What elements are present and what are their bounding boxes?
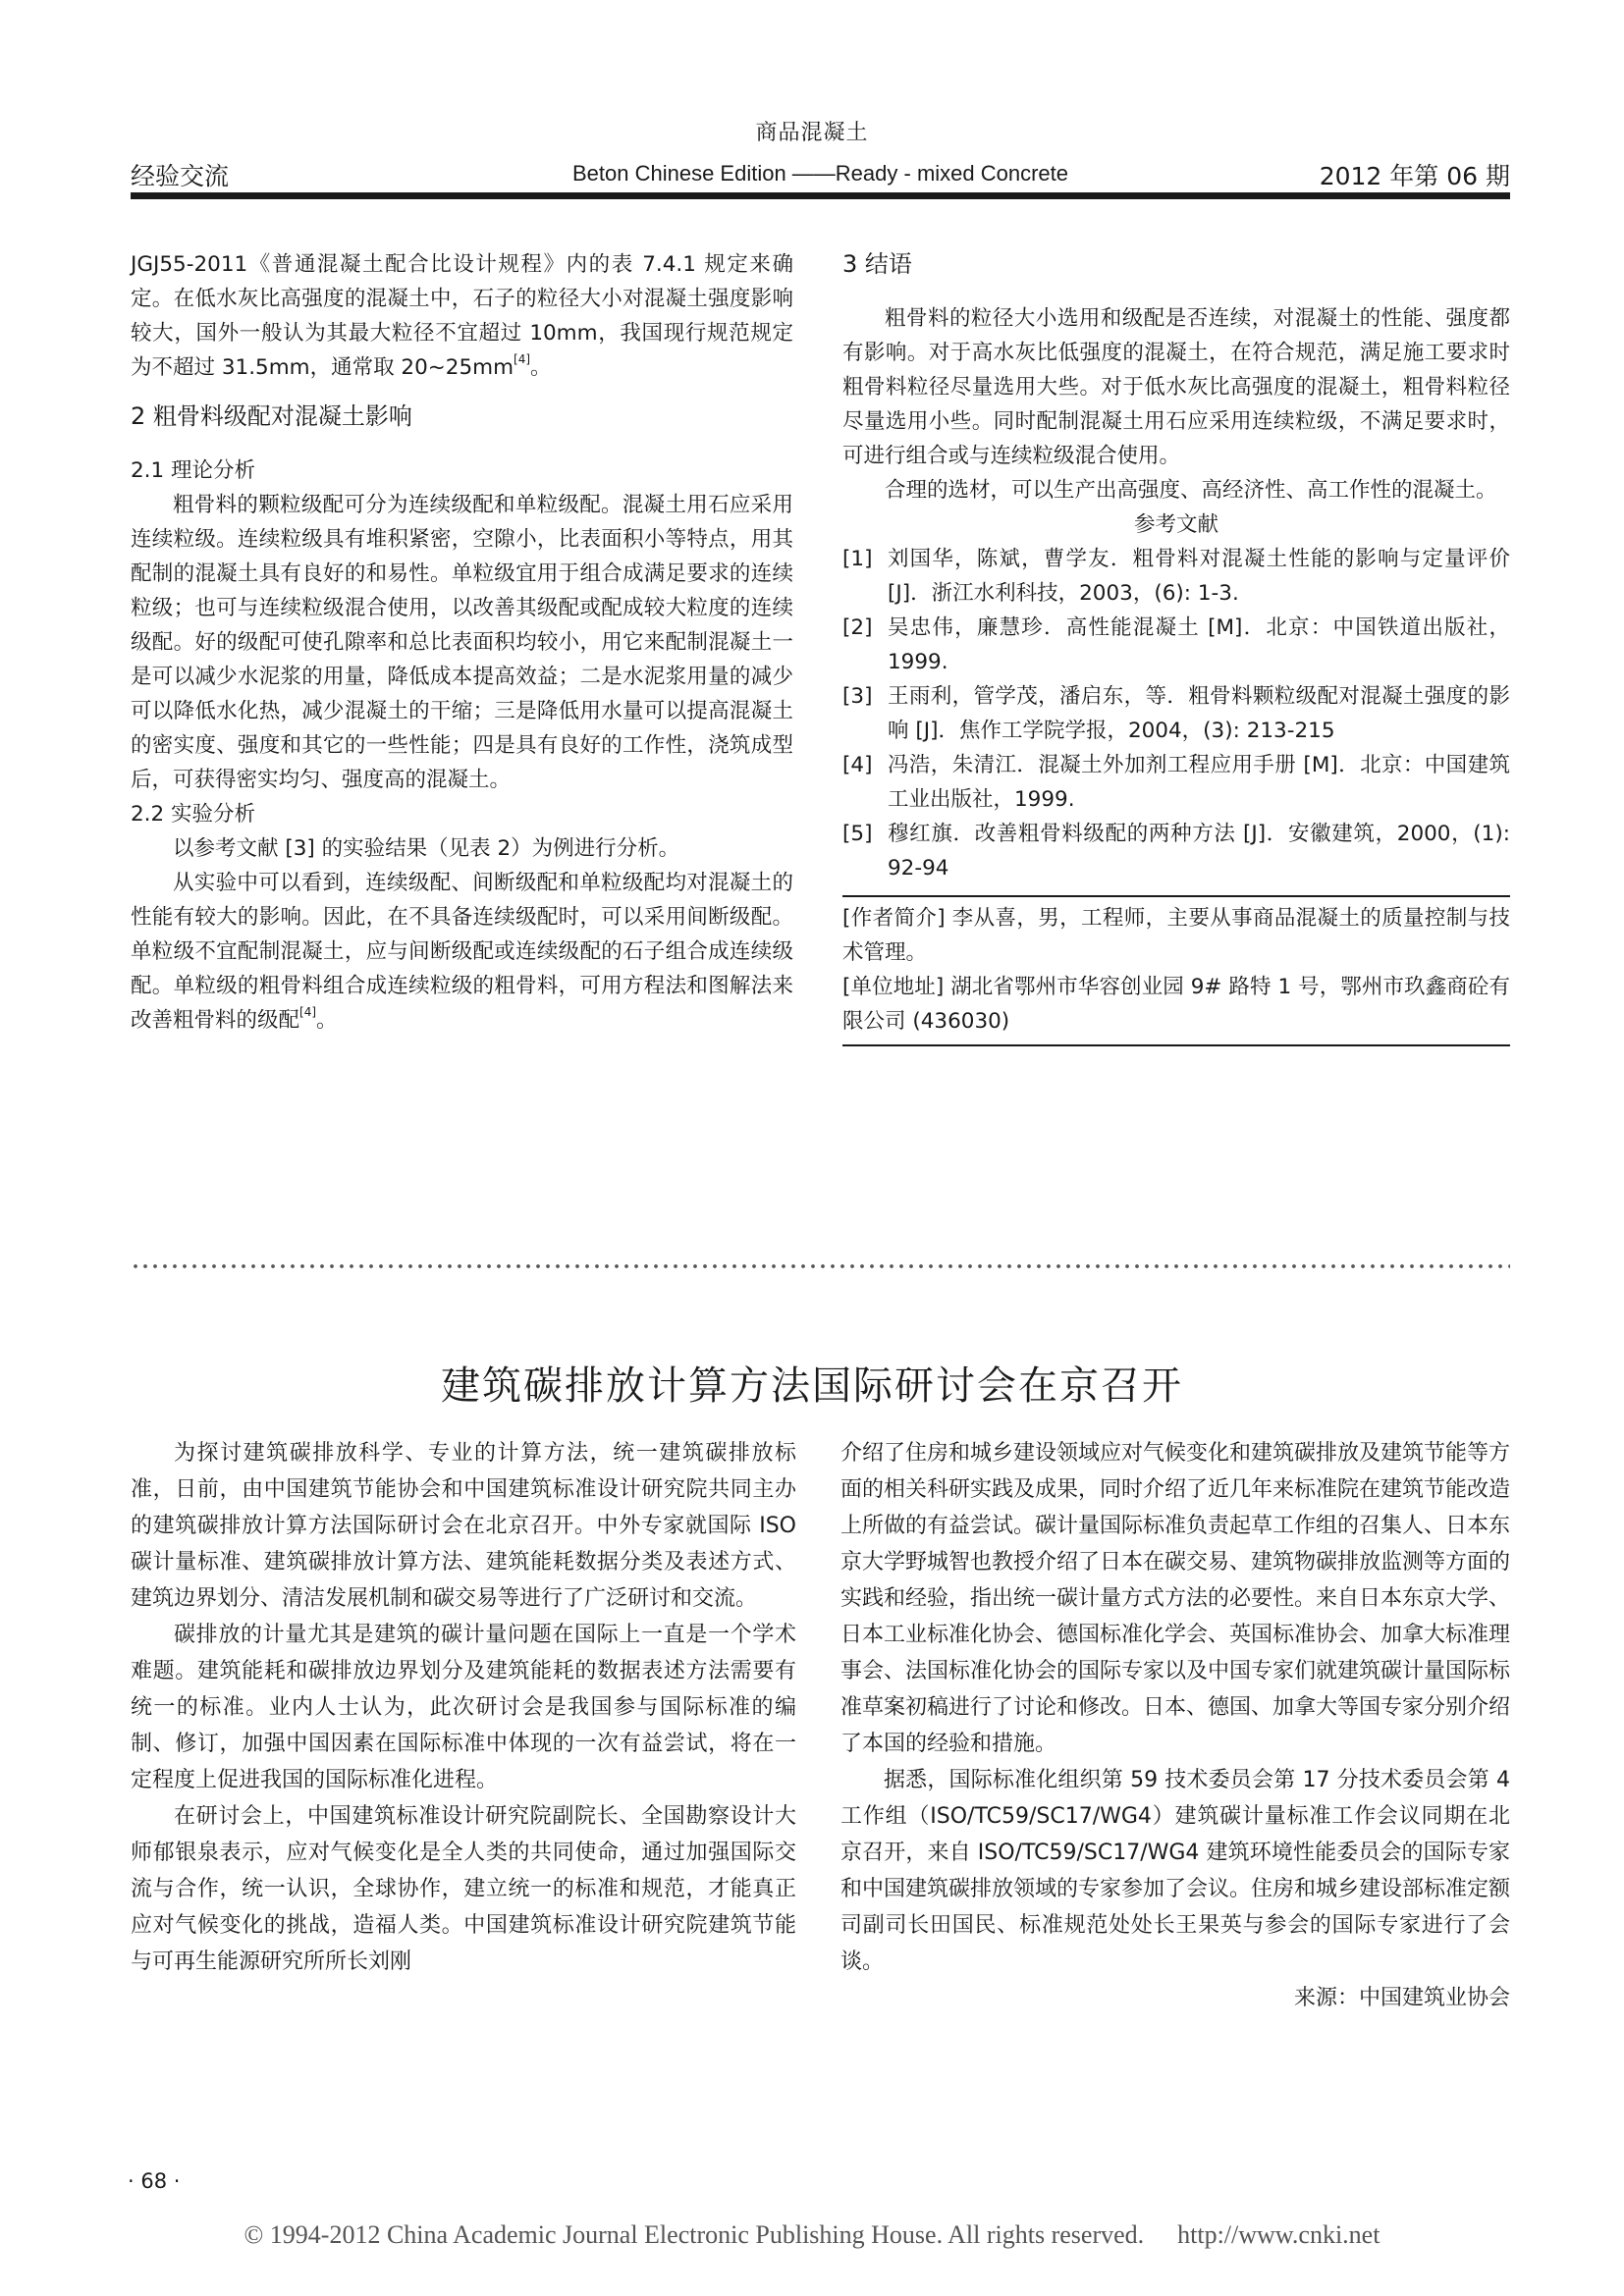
section-heading: 2 粗骨料级配对混凝土影响 xyxy=(131,402,412,430)
references-heading: 参考文献 xyxy=(1133,512,1218,537)
copyright-notice xyxy=(0,2220,1624,2250)
journal-title: 商品混凝土 xyxy=(755,121,869,145)
news-source: 来源：中国建筑业协会 xyxy=(1293,1986,1510,2010)
paragraph: 粗骨料的粒径大小选用和级配是否连续，对混凝土的性能、强度都有影响。对于高水灰比低强度的混凝土，在符合规范，满足施工要求时粗骨料粒径尽量选用大些。对于低水灰比高强度的混凝土，粗骨料粒径尽量选用小些。同时配制混凝土用石应采用连续粒级，不满足要求时，可进行组合或与连续粒级混合使用。 xyxy=(842,306,1510,468)
reference-item: [1] 刘国华，陈斌，曹学友．粗骨料对混凝土性能的影响与定量评价 [J]．浙江水利科技，2003，(6): 1-3. xyxy=(842,547,1510,606)
reference-item: [5] 穆红旗．改善粗骨料级配的两种方法 [J]．安徽建筑，2000，(1): 92-94 xyxy=(842,822,1510,881)
subsection-heading: 2.1 理论分析 xyxy=(131,458,256,483)
news-right-column xyxy=(840,1435,1510,2016)
paragraph: JGJ55-2011《普通混凝土配合比设计规程》内的表 7.4.1 规定来确定。在低水灰比高强度的混凝土中，石子的粒径大小对混凝土强度影响较大，国外一般认为其最大粒径不宜超过 10mm，我国现行规范规定为不超过 31.5mm，通常取 20~25mm[4]。 xyxy=(131,252,793,380)
reference-item: [2] 吴忠伟，廉慧珍．高性能混凝土 [M]．北京：中国铁道出版社，1999. xyxy=(842,615,1510,674)
cnki-link[interactable]: http://www.cnki.net xyxy=(1177,2220,1380,2249)
issue-number: 2012 年第 06 期 xyxy=(1319,162,1510,190)
subsection-heading: 2.2 实验分析 xyxy=(131,802,256,827)
citation: [4] xyxy=(299,1005,317,1019)
author-bio: [作者简介] 李从喜，男，工程师，主要从事商品混凝土的质量控制与技术管理。 xyxy=(842,906,1510,965)
reference-list xyxy=(842,542,1510,885)
author-address: [单位地址] 湖北省鄂州市华容创业园 9# 路特 1 号，鄂州市玖鑫商砼有限公司 (436030) xyxy=(842,975,1510,1034)
section-heading: 3 结语 xyxy=(842,250,912,278)
paragraph: 在研讨会上，中国建筑标准设计研究院副院长、全国勘察设计大师郁银泉表示，应对气候变化是全人类的共同使命，通过加强国际交流与合作，统一认识，全球协作，建立统一的标准和规范，才能真正应对气候变化的挑战，造福人类。中国建筑标准设计研究院建筑节能与可再生能源研究所所长刘刚 xyxy=(131,1804,796,1974)
journal-edition: Beton Chinese Edition ——Ready - mixed Concrete xyxy=(571,161,1069,186)
section-divider xyxy=(131,1261,1510,1271)
citation: [4] xyxy=(514,352,531,366)
paragraph: 从实验中可以看到，连续级配、间断级配和单粒级配均对混凝土的性能有较大的影响。因此，在不具备连续级配时，可以采用间断级配。单粒级不宜配制混凝土，应与间断级配或连续级配的石子组合成连续级配。单粒级的粗骨料组合成连续粒级的粗骨料，可用方程法和图解法来改善粗骨料的级配[4]。 xyxy=(131,871,793,1033)
news-title: 建筑碳排放计算方法国际研讨会在京召开 xyxy=(441,1363,1183,1409)
paragraph: 介绍了住房和城乡建设领域应对气候变化和建筑碳排放及建筑节能等方面的相关科研实践及成果，同时介绍了近几年来标准院在建筑节能改造上所做的有益尝试。碳计量国际标准负责起草工作组的召集人、日本东京大学野城智也教授介绍了日本在碳交易、建筑物碳排放监测等方面的实践和经验，指出统一碳计量方式方法的必要性。来自日本东京大学、日本工业标准化协会、德国标准化学会、英国标准协会、加拿大标准理事会、法国标准化协会的国际专家以及中国专家们就建筑碳计量国际标准草案初稿进行了讨论和修改。日本、德国、加拿大等国专家分别介绍了本国的经验和措施。 xyxy=(840,1441,1511,1756)
copyright-text: © 1994-2012 China Academic Journal Electronic Publishing House. All rights reserved. xyxy=(244,2220,1145,2249)
author-info-box xyxy=(842,895,1510,1046)
article-right-column xyxy=(842,247,1510,1046)
paragraph: 以参考文献 [3] 的实验结果（见表 2）为例进行分析。 xyxy=(173,836,680,861)
section-name: 经验交流 xyxy=(131,162,230,190)
paragraph: 合理的选材，可以生产出高强度、高经济性、高工作性的混凝土。 xyxy=(885,478,1497,503)
paragraph: 为探讨建筑碳排放科学、专业的计算方法，统一建筑碳排放标准，日前，由中国建筑节能协会和中国建筑标准设计研究院共同主办的建筑碳排放计算方法国际研讨会在北京召开。中外专家就国际 ISO 碳计量标准、建筑碳排放计算方法、建筑能耗数据分类及表述方式、建筑边界划分、清洁发展机制和碳交易等进行了广泛研讨和交流。 xyxy=(131,1441,796,1611)
reference-item: [4] 冯浩，朱清江．混凝土外加剂工程应用手册 [M]．北京：中国建筑工业出版社，1999. xyxy=(842,753,1510,812)
paragraph: 粗骨料的颗粒级配可分为连续级配和单粒级配。混凝土用石应采用连续粒级。连续粒级具有堆积紧密，空隙小，比表面积小等特点，用其配制的混凝土具有良好的和易性。单粒级宜用于组合成满足要求的连续粒级；也可与连续粒级混合使用，以改善其级配或配成较大粒度的连续级配。好的级配可使孔隙率和总比表面积均较小，用它来配制混凝土一是可以减少水泥浆的用量，降低成本提高效益；二是水泥浆用量的减少可以降低水化热，减少混凝土的干缩；三是降低用水量可以提高混凝土的密实度、强度和其它的一些性能；四是具有良好的工作性，浇筑成型后，可获得密实均匀、强度高的混凝土。 xyxy=(131,493,793,792)
reference-item: [3] 王雨利，管学茂，潘启东，等．粗骨料颗粒级配对混凝土强度的影响 [J]．焦作工学院学报，2004，(3): 213-215 xyxy=(842,684,1510,743)
page-number: · 68 · xyxy=(128,2169,181,2193)
article-left-column xyxy=(131,247,793,1038)
running-header xyxy=(131,157,1510,199)
news-left-column xyxy=(131,1435,796,1980)
paragraph: 碳排放的计量尤其是建筑的碳计量问题在国际上一直是一个学术难题。建筑能耗和碳排放边界划分及建筑能耗的数据表述方法需要有统一的标准。业内人士认为，此次研讨会是我国参与国际标准的编制、修订，加强中国因素在国际标准中体现的一次有益尝试，将在一定程度上促进我国的国际标准化进程。 xyxy=(131,1623,796,1792)
paragraph: 据悉，国际标准化组织第 59 技术委员会第 17 分技术委员会第 4 工作组（ISO/TC59/SC17/WG4）建筑碳计量标准工作会议同期在北京召开，来自 ISO/TC59/SC17/WG4 建筑环境性能委员会的国际专家和中国建筑碳排放领域的专家参加了会议。住房和城乡建设部标准定额司副司长田国民、标准规范处处长王果英与参会的国际专家进行了会谈。 xyxy=(840,1768,1511,1974)
